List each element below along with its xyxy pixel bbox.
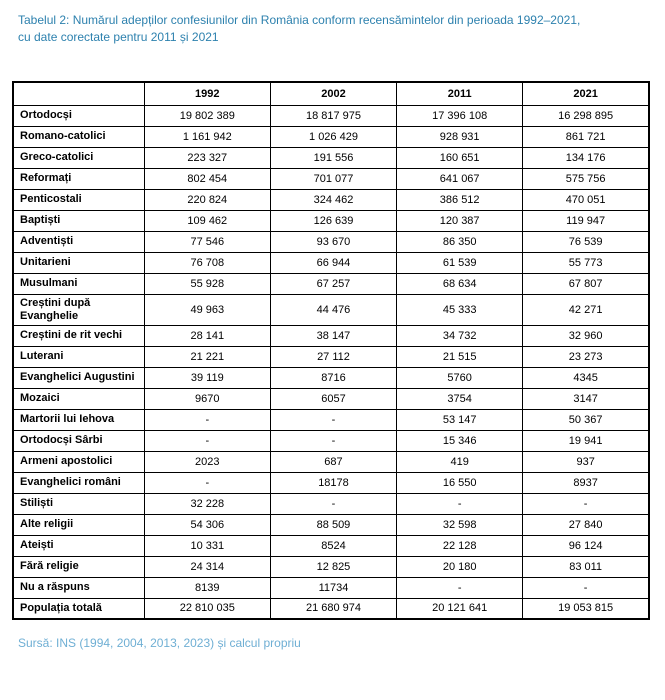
cell-value: 21 221: [144, 346, 270, 367]
table-row: [13, 514, 649, 535]
census-table: [12, 81, 650, 620]
cell-value: 4345: [523, 367, 649, 388]
table-row: [13, 346, 649, 367]
header-year-2011: 2011: [397, 82, 523, 105]
cell-value: 386 512: [397, 189, 523, 210]
cell-value: 223 327: [144, 147, 270, 168]
row-label: Armeni apostolici: [13, 451, 144, 472]
row-label: Unitarieni: [13, 252, 144, 273]
cell-value: 49 963: [144, 294, 270, 325]
cell-value: 2023: [144, 451, 270, 472]
cell-value: 324 462: [270, 189, 396, 210]
cell-value: 24 314: [144, 556, 270, 577]
cell-value: -: [523, 493, 649, 514]
cell-value: 44 476: [270, 294, 396, 325]
cell-value: 10 331: [144, 535, 270, 556]
cell-value: 67 257: [270, 273, 396, 294]
cell-value: 34 732: [397, 325, 523, 346]
row-label: Musulmani: [13, 273, 144, 294]
cell-value: -: [144, 430, 270, 451]
cell-value: 32 960: [523, 325, 649, 346]
cell-value: 5760: [397, 367, 523, 388]
row-label: Reformați: [13, 168, 144, 189]
cell-value: 19 941: [523, 430, 649, 451]
table-caption: [18, 12, 653, 46]
table-row: [13, 388, 649, 409]
cell-value: 67 807: [523, 273, 649, 294]
cell-value: 12 825: [270, 556, 396, 577]
table-caption-line1: Tabelul 2: Numărul adepților confesiunilor din România conform recensămintelor din perioada 1992–2021,: [18, 13, 581, 27]
cell-value: 8716: [270, 367, 396, 388]
row-label: Populația totală: [13, 598, 144, 619]
table-row: [13, 451, 649, 472]
cell-value: 20 180: [397, 556, 523, 577]
table-body: [13, 105, 649, 619]
cell-value: 220 824: [144, 189, 270, 210]
cell-value: 126 639: [270, 210, 396, 231]
row-label: Nu a răspuns: [13, 577, 144, 598]
cell-value: 53 147: [397, 409, 523, 430]
cell-value: 22 128: [397, 535, 523, 556]
row-label: Romano-catolici: [13, 126, 144, 147]
row-label: Ortodocși Sârbi: [13, 430, 144, 451]
cell-value: 88 509: [270, 514, 396, 535]
cell-value: 575 756: [523, 168, 649, 189]
cell-value: 19 802 389: [144, 105, 270, 126]
cell-value: 76 539: [523, 231, 649, 252]
cell-value: 93 670: [270, 231, 396, 252]
table-row: [13, 126, 649, 147]
row-label: Ortodocși: [13, 105, 144, 126]
table-row: [13, 598, 649, 619]
table-row: [13, 210, 649, 231]
cell-value: 76 708: [144, 252, 270, 273]
cell-value: 32 228: [144, 493, 270, 514]
cell-value: 68 634: [397, 273, 523, 294]
cell-value: 15 346: [397, 430, 523, 451]
cell-value: 16 298 895: [523, 105, 649, 126]
cell-value: 8139: [144, 577, 270, 598]
row-label: Greco-catolici: [13, 147, 144, 168]
table-row: [13, 577, 649, 598]
cell-value: 687: [270, 451, 396, 472]
cell-value: -: [270, 430, 396, 451]
table-caption-line2: cu date corectate pentru 2011 și 2021: [18, 30, 219, 44]
cell-value: 17 396 108: [397, 105, 523, 126]
cell-value: 42 271: [523, 294, 649, 325]
cell-value: 3147: [523, 388, 649, 409]
table-row: [13, 409, 649, 430]
cell-value: -: [144, 409, 270, 430]
cell-value: 120 387: [397, 210, 523, 231]
row-label: Luterani: [13, 346, 144, 367]
cell-value: 83 011: [523, 556, 649, 577]
header-year-2021: 2021: [523, 82, 649, 105]
table-row: [13, 231, 649, 252]
census-table-container: [12, 81, 653, 620]
table-row: [13, 294, 649, 325]
table-header-row: [13, 82, 649, 105]
cell-value: 27 840: [523, 514, 649, 535]
header-year-1992: 1992: [144, 82, 270, 105]
cell-value: -: [270, 409, 396, 430]
row-label: Stiliști: [13, 493, 144, 514]
cell-value: 21 515: [397, 346, 523, 367]
row-label: Creștini după Evanghelie: [13, 294, 144, 325]
cell-value: 3754: [397, 388, 523, 409]
table-row: [13, 252, 649, 273]
header-empty-cell: [13, 82, 144, 105]
cell-value: -: [397, 493, 523, 514]
cell-value: -: [523, 577, 649, 598]
cell-value: 23 273: [523, 346, 649, 367]
cell-value: 6057: [270, 388, 396, 409]
cell-value: 38 147: [270, 325, 396, 346]
cell-value: 1 161 942: [144, 126, 270, 147]
row-label: Evanghelici Augustini: [13, 367, 144, 388]
table-row: [13, 535, 649, 556]
row-label: Mozaici: [13, 388, 144, 409]
cell-value: 19 053 815: [523, 598, 649, 619]
cell-value: -: [270, 493, 396, 514]
table-row: [13, 168, 649, 189]
table-row: [13, 105, 649, 126]
cell-value: 641 067: [397, 168, 523, 189]
row-label: Penticostali: [13, 189, 144, 210]
cell-value: 18 817 975: [270, 105, 396, 126]
cell-value: 1 026 429: [270, 126, 396, 147]
cell-value: 937: [523, 451, 649, 472]
table-row: [13, 273, 649, 294]
cell-value: 119 947: [523, 210, 649, 231]
cell-value: 28 141: [144, 325, 270, 346]
cell-value: 27 112: [270, 346, 396, 367]
cell-value: -: [144, 472, 270, 493]
cell-value: 39 119: [144, 367, 270, 388]
cell-value: 160 651: [397, 147, 523, 168]
row-label: Alte religii: [13, 514, 144, 535]
cell-value: 45 333: [397, 294, 523, 325]
row-label: Ateiști: [13, 535, 144, 556]
row-label: Baptiști: [13, 210, 144, 231]
table-row: [13, 367, 649, 388]
cell-value: 9670: [144, 388, 270, 409]
row-label: Creștini de rit vechi: [13, 325, 144, 346]
cell-value: 802 454: [144, 168, 270, 189]
table-row: [13, 189, 649, 210]
cell-value: 470 051: [523, 189, 649, 210]
header-year-2002: 2002: [270, 82, 396, 105]
cell-value: 55 773: [523, 252, 649, 273]
cell-value: 96 124: [523, 535, 649, 556]
cell-value: 18178: [270, 472, 396, 493]
table-row: [13, 493, 649, 514]
cell-value: 861 721: [523, 126, 649, 147]
cell-value: 134 176: [523, 147, 649, 168]
cell-value: 419: [397, 451, 523, 472]
cell-value: 61 539: [397, 252, 523, 273]
cell-value: 8937: [523, 472, 649, 493]
table-row: [13, 556, 649, 577]
row-label: Fără religie: [13, 556, 144, 577]
cell-value: 191 556: [270, 147, 396, 168]
cell-value: 66 944: [270, 252, 396, 273]
table-row: [13, 325, 649, 346]
cell-value: 928 931: [397, 126, 523, 147]
table-row: [13, 430, 649, 451]
row-label: Evanghelici români: [13, 472, 144, 493]
cell-value: 109 462: [144, 210, 270, 231]
cell-value: 55 928: [144, 273, 270, 294]
row-label: Adventiști: [13, 231, 144, 252]
table-row: [13, 472, 649, 493]
cell-value: 77 546: [144, 231, 270, 252]
cell-value: 86 350: [397, 231, 523, 252]
cell-value: 16 550: [397, 472, 523, 493]
cell-value: 50 367: [523, 409, 649, 430]
cell-value: 54 306: [144, 514, 270, 535]
cell-value: 21 680 974: [270, 598, 396, 619]
cell-value: 11734: [270, 577, 396, 598]
cell-value: -: [397, 577, 523, 598]
cell-value: 8524: [270, 535, 396, 556]
table-row: [13, 147, 649, 168]
cell-value: 20 121 641: [397, 598, 523, 619]
cell-value: 22 810 035: [144, 598, 270, 619]
cell-value: 701 077: [270, 168, 396, 189]
cell-value: 32 598: [397, 514, 523, 535]
row-label: Martorii lui Iehova: [13, 409, 144, 430]
source-note: Sursă: INS (1994, 2004, 2013, 2023) și calcul propriu: [18, 636, 301, 650]
